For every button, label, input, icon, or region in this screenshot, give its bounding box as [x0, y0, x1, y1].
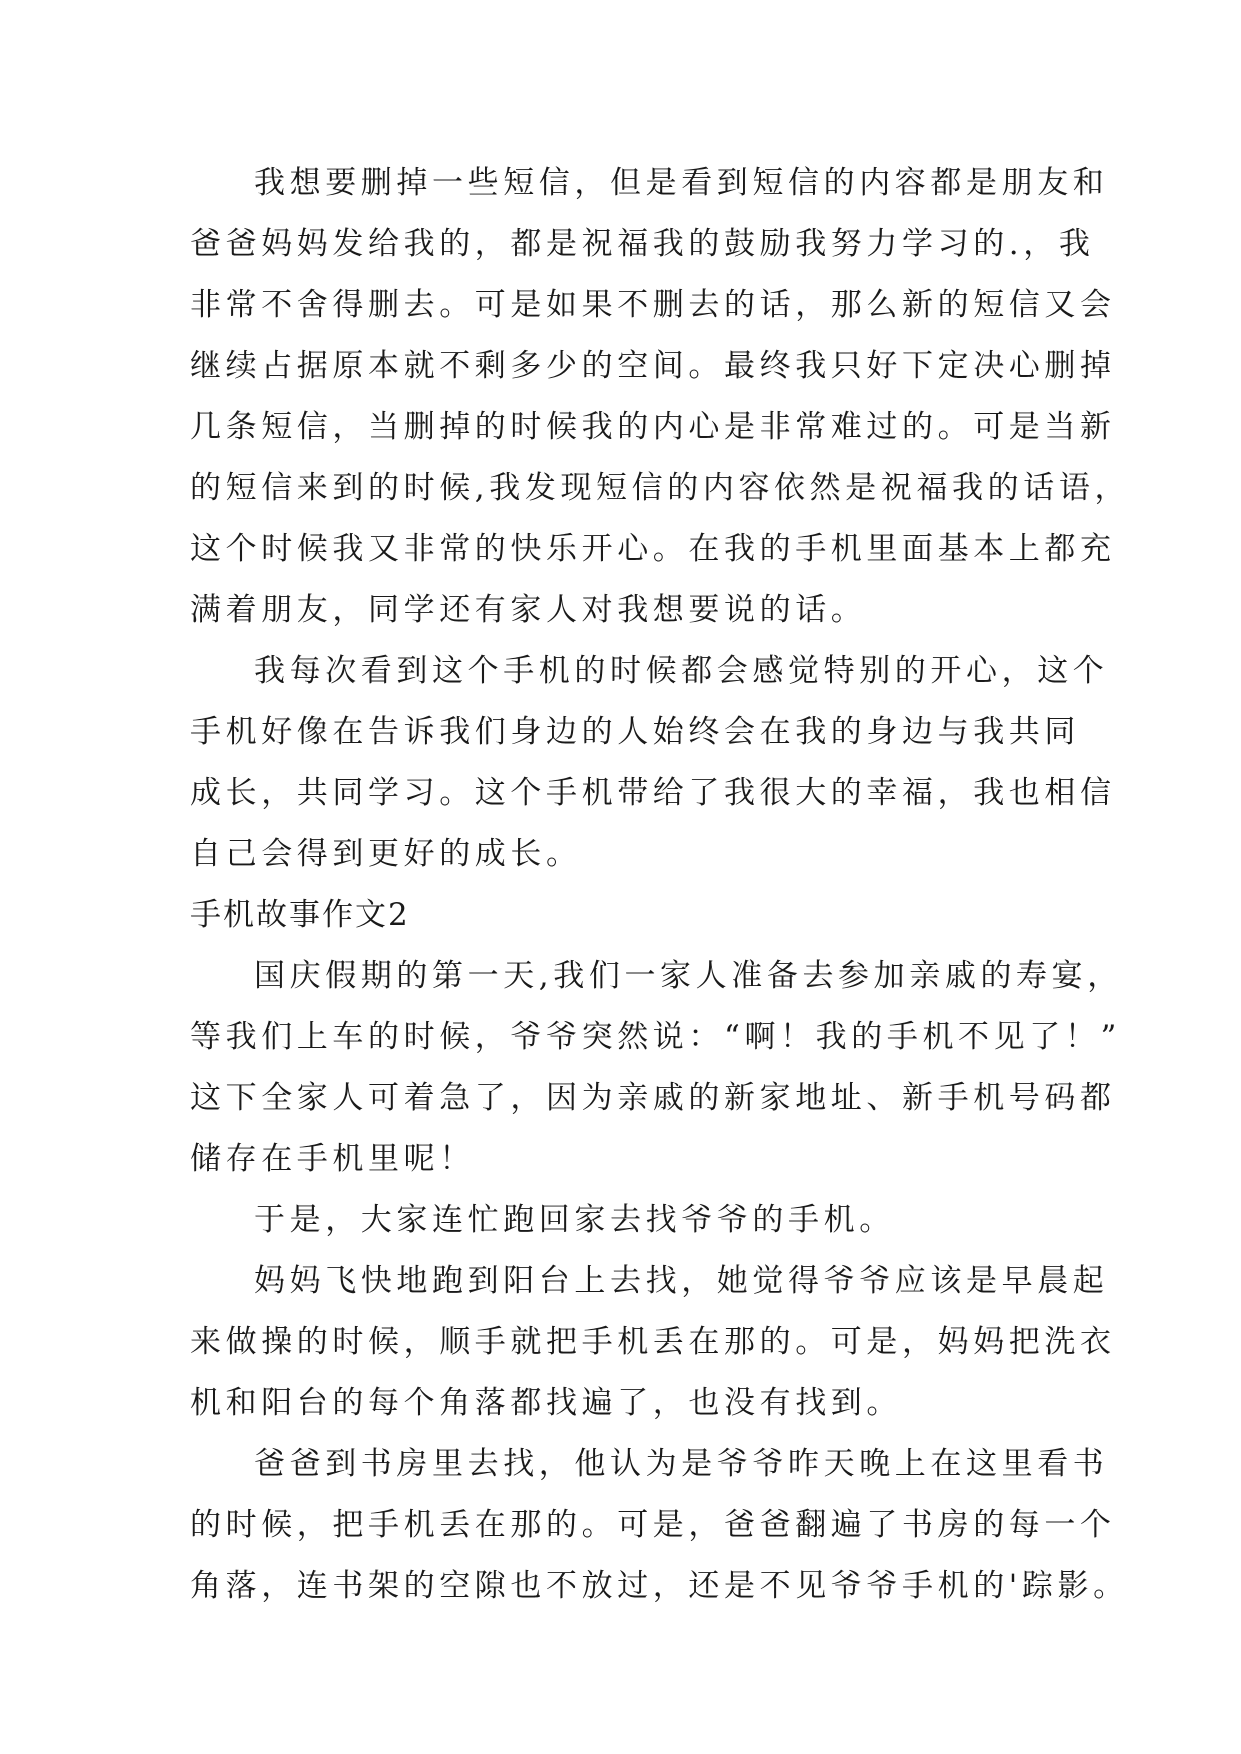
text-line: 爸爸到书房里去找，他认为是爷爷昨天晚上在这里看书 [254, 1446, 1109, 1482]
text-line: 角落，连书架的空隙也不放过，还是不见爷爷手机的'踪影。 [190, 1568, 1129, 1604]
text-line: 机和阳台的每个角落都找遍了，也没有找到。 [190, 1385, 902, 1421]
document-body [190, 153, 1131, 1617]
text-line: 爸爸妈妈发给我的，都是祝福我的鼓励我努力学习的.，我 [190, 226, 1095, 262]
text-line: 继续占据原本就不剩多少的空间。最终我只好下定决心删掉 [190, 348, 1116, 384]
text-line: 非常不舍得删去。可是如果不删去的话，那么新的短信又会 [190, 287, 1116, 323]
text-line: 的短信来到的时候,我发现短信的内容依然是祝福我的话语， [190, 470, 1131, 506]
text-line: 这下全家人可着急了，因为亲戚的新家地址、新手机号码都 [190, 1080, 1116, 1116]
text-line: 手机好像在告诉我们身边的人始终会在我的身边与我共同 [190, 714, 1080, 750]
text-line: 国庆假期的第一天,我们一家人准备去参加亲戚的寿宴， [254, 958, 1123, 994]
text-line: 来做操的时候，顺手就把手机丢在那的。可是，妈妈把洗衣 [190, 1324, 1116, 1360]
text-line: 成长，共同学习。这个手机带给了我很大的幸福，我也相信 [190, 775, 1116, 811]
text-line: 几条短信，当删掉的时候我的内心是非常难过的。可是当新 [190, 409, 1116, 445]
section-heading: 手机故事作文2 [190, 897, 410, 933]
text-line: 的时候，把手机丢在那的。可是，爸爸翻遍了书房的每一个 [190, 1507, 1116, 1543]
text-line: 妈妈飞快地跑到阳台上去找，她觉得爷爷应该是早晨起 [254, 1263, 1109, 1299]
text-line: 我每次看到这个手机的时候都会感觉特别的开心，这个 [254, 653, 1109, 689]
text-line: 等我们上车的时候，爷爷突然说：“啊！我的手机不见了！” [190, 1019, 1121, 1055]
text-line: 满着朋友，同学还有家人对我想要说的话。 [190, 592, 867, 628]
text-line: 我想要删掉一些短信，但是看到短信的内容都是朋友和 [254, 165, 1109, 201]
text-line: 储存在手机里呢！ [190, 1141, 475, 1177]
text-line: 这个时候我又非常的快乐开心。在我的手机里面基本上都充 [190, 531, 1116, 567]
text-line: 于是，大家连忙跑回家去找爷爷的手机。 [254, 1202, 895, 1238]
text-line: 自己会得到更好的成长。 [190, 836, 582, 872]
